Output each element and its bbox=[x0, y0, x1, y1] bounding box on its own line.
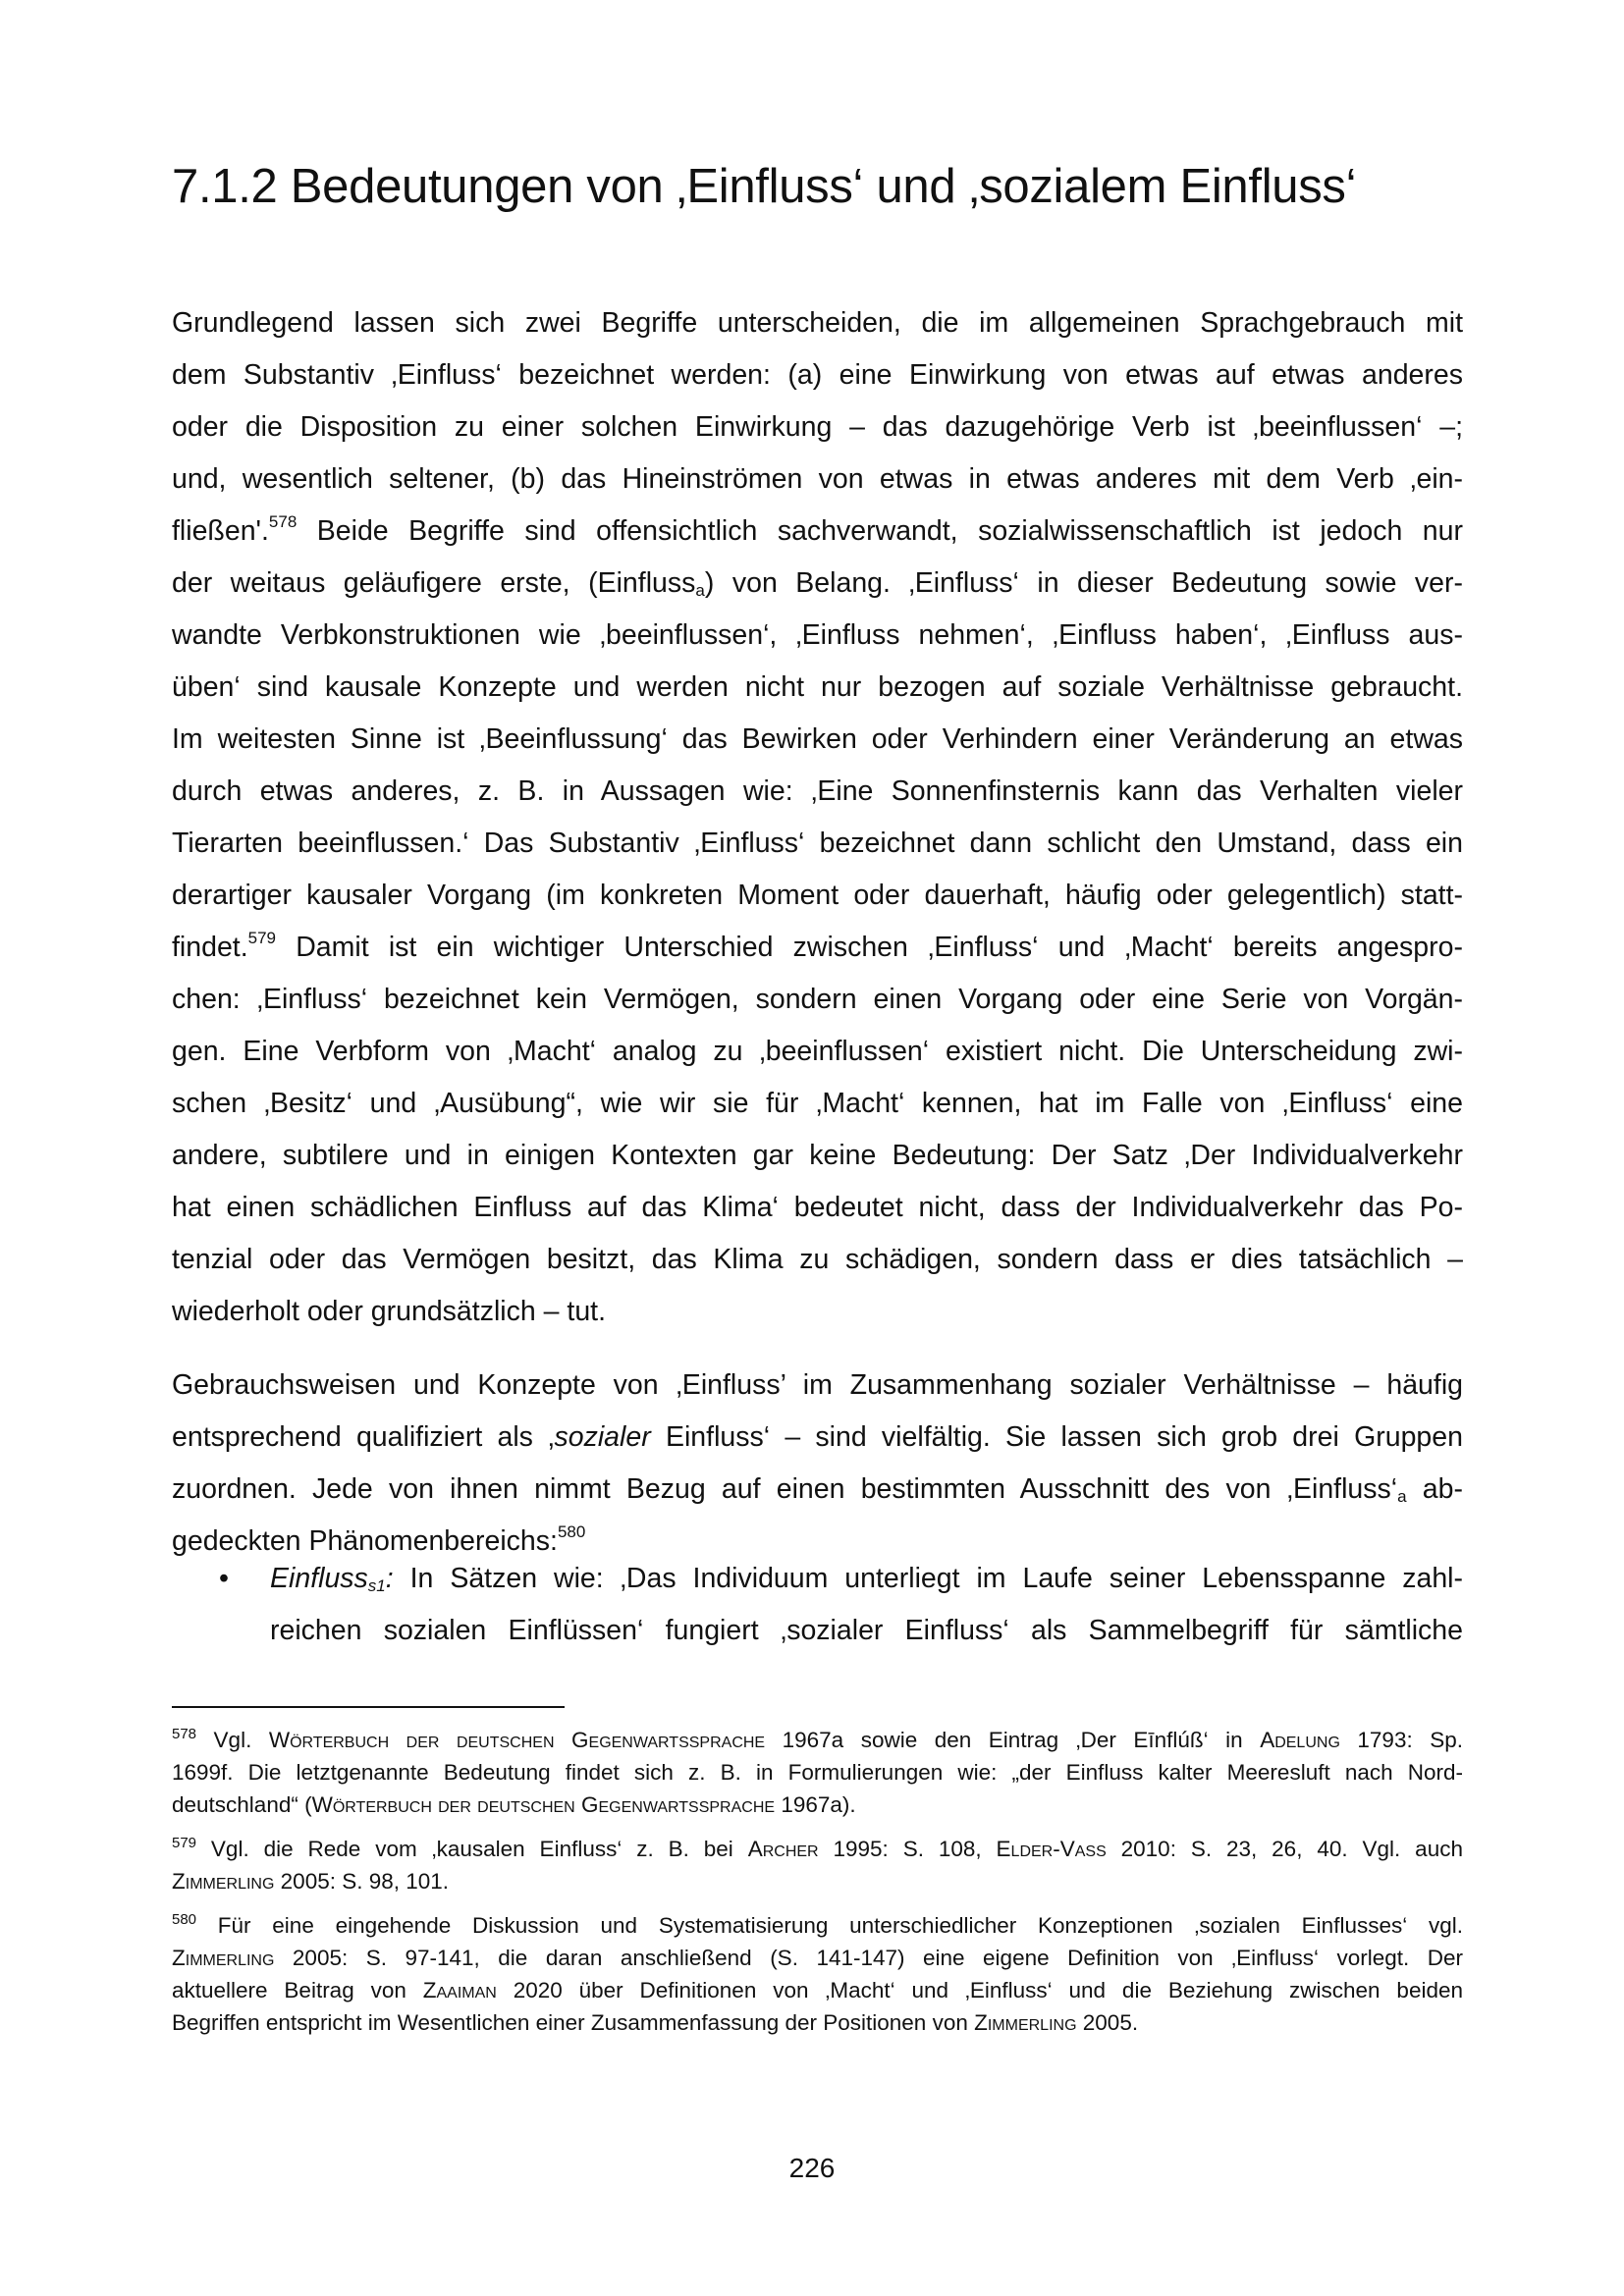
footnote-ref-578[interactable]: 578 bbox=[268, 512, 298, 531]
text-line: üben‘ sind kausale Konzepte und werden nicht nur bezogen auf soziale Verhältnisse gebraucht. bbox=[172, 671, 1463, 703]
text-line: der weitaus geläufigere erste, (Einfluss$_a$) von Belang. ‚Einfluss‘ in dieser Bedeutung sowie ver- bbox=[172, 567, 1463, 600]
text-line: dem Substantiv ‚Einfluss‘ bezeichnet werden: (a) eine Einwirkung von etwas auf etwas anderes bbox=[172, 359, 1463, 391]
text-line: hat einen schädlichen Einfluss auf das Klima‘ bedeutet nicht, dass der Individualverkehr das Po- bbox=[172, 1192, 1463, 1223]
page-number: 226 bbox=[788, 2153, 836, 2183]
text-line: derartiger kausaler Vorgang (im konkreten Moment oder dauerhaft, häufig oder gelegentlich) statt- bbox=[172, 880, 1463, 911]
footnote-579: $^{579}$ Vgl. die Rede vom ‚kausalen Einfluss‘ z. B. bei Archer 1995: S. 108, Elder-Vass 2010: S. 23, 26, 40. Vgl. auch Zimmerling 2005: S. 98, 101. bbox=[172, 1835, 1463, 1894]
text-line: Im weitesten Sinne ist ‚Beeinflussung‘ das Bewirken oder Verhindern einer Veränderung an etwas bbox=[172, 723, 1463, 755]
text-line: Einfluss$_{s1}$: In Sätzen wie: ‚Das Individuum unterliegt im Laufe seiner Lebensspanne zahl- bbox=[270, 1563, 1463, 1595]
text-line: tenzial oder das Vermögen besitzt, das Klima zu schädigen, sondern dass er dies tatsächlich – bbox=[172, 1244, 1463, 1275]
text-line: oder die Disposition zu einer solchen Einwirkung – das dazugehörige Verb ist ‚beeinflussen‘ –; bbox=[172, 411, 1463, 443]
text-line: findet.$^{579}$ Damit ist ein wichtiger Unterschied zwischen ‚Einfluss‘ und ‚Macht‘ bereits angespro- bbox=[172, 929, 1463, 963]
text-line: wandte Verbkonstruktionen wie ‚beeinflussen‘, ‚Einfluss nehmen‘, ‚Einfluss haben‘, ‚Einfluss aus- bbox=[172, 619, 1463, 651]
text-line: Grundlegend lassen sich zwei Begriffe unterscheiden, die im allgemeinen Sprachgebrauch mit bbox=[172, 307, 1463, 339]
text-line: gedeckten Phänomenbereichs:$^{580}$ bbox=[172, 1522, 586, 1557]
footnote-ref-579[interactable]: 579 bbox=[247, 929, 277, 947]
footnote-separator bbox=[172, 1706, 565, 1708]
text-line: und, wesentlich seltener, (b) das Hineinströmen von etwas in etwas anderes mit dem Verb ‚ein- bbox=[172, 463, 1463, 495]
text-line: entsprechend qualifiziert als ‚sozialer Einfluss‘ – sind vielfältig. Sie lassen sich grob drei Gruppen bbox=[172, 1421, 1463, 1453]
text-line: fließen'.$^{578}$ Beide Begriffe sind offensichtlich sachverwandt, sozialwissenschaftlich ist jedoch nur bbox=[172, 512, 1463, 547]
paragraph-1 bbox=[172, 297, 1463, 1338]
footnote-ref-580[interactable]: 580 bbox=[557, 1522, 586, 1541]
bullet-icon: • bbox=[219, 1563, 229, 1594]
text-line: chen: ‚Einfluss‘ bezeichnet kein Vermögen, sondern einen Vorgang oder eine Serie von Vorgän- bbox=[172, 984, 1463, 1015]
footnote-578: $^{578}$ Vgl. Wörterbuch der deutschen Gegenwartssprache 1967a sowie den Eintrag ‚Der Eīnflúß‘ in Adelung 1793: Sp. 1699f. Die letztgenannte Bedeutung findet sich z. B. in Formulierungen wie: „der Einfluss kalter Meeresluft nach Nord- deutschland“ (Wörterbuch der deutschen Gegenwartssprache 1967a). bbox=[172, 1726, 1463, 1817]
text-line: reichen sozialen Einflüssen‘ fungiert ‚sozialer Einfluss‘ als Sammelbegriff für sämtliche bbox=[270, 1615, 1463, 1646]
text-line: durch etwas anderes, z. B. in Aussagen wie: ‚Eine Sonnenfinsternis kann das Verhalten vieler bbox=[172, 775, 1463, 807]
body-text bbox=[172, 297, 1463, 1568]
text-line: zuordnen. Jede von ihnen nimmt Bezug auf einen bestimmten Ausschnitt des von $‚Einfluss‘_a$ ab- bbox=[172, 1473, 1463, 1506]
paragraph-2 bbox=[172, 1360, 1463, 1568]
text-line: gen. Eine Verbform von ‚Macht‘ analog zu ‚beeinflussen‘ existiert nicht. Die Unterscheidung zwi- bbox=[172, 1036, 1463, 1067]
text-line: andere, subtilere und in einigen Kontexten gar keine Bedeutung: Der Satz ‚Der Individualverkehr bbox=[172, 1140, 1463, 1171]
bullet-text bbox=[270, 1553, 1463, 1657]
text-line: wiederholt oder grundsätzlich – tut. bbox=[172, 1296, 607, 1327]
footnote-580: $^{580}$ Für eine eingehende Diskussion und Systematisierung unterschiedlicher Konzeptionen ‚sozialen Einflusses‘ vgl. Zimmerling 2005: S. 97-141, die daran anschließend (S. 141-147) eine eigene Definition von ‚Einfluss‘ vorlegt. Der aktuellere Beitrag von Zaaiman 2020 über Definitionen von ‚Macht‘ und ‚Einfluss‘ und die Beziehung zwischen beiden Begriffen entspricht im Wesentlichen einer Zusammenfassung der Positionen von Zimmerling 2005. bbox=[172, 1911, 1463, 2035]
footnotes bbox=[172, 1724, 1463, 2051]
text-line: schen ‚Besitz‘ und ‚Ausübung“, wie wir sie für ‚Macht‘ kennen, hat im Falle von ‚Einfluss‘ eine bbox=[172, 1088, 1463, 1119]
section-heading: 7.1.2 Bedeutungen von ‚Einfluss‘ und ‚sozialem Einfluss‘ bbox=[172, 160, 1357, 213]
text-line: Gebrauchsweisen und Konzepte von ‚Einfluss’ im Zusammenhang sozialer Verhältnisse – häufig bbox=[172, 1369, 1463, 1401]
text-line: Tierarten beeinflussen.‘ Das Substantiv ‚Einfluss‘ bezeichnet dann schlicht den Umstand, dass ein bbox=[172, 828, 1463, 859]
